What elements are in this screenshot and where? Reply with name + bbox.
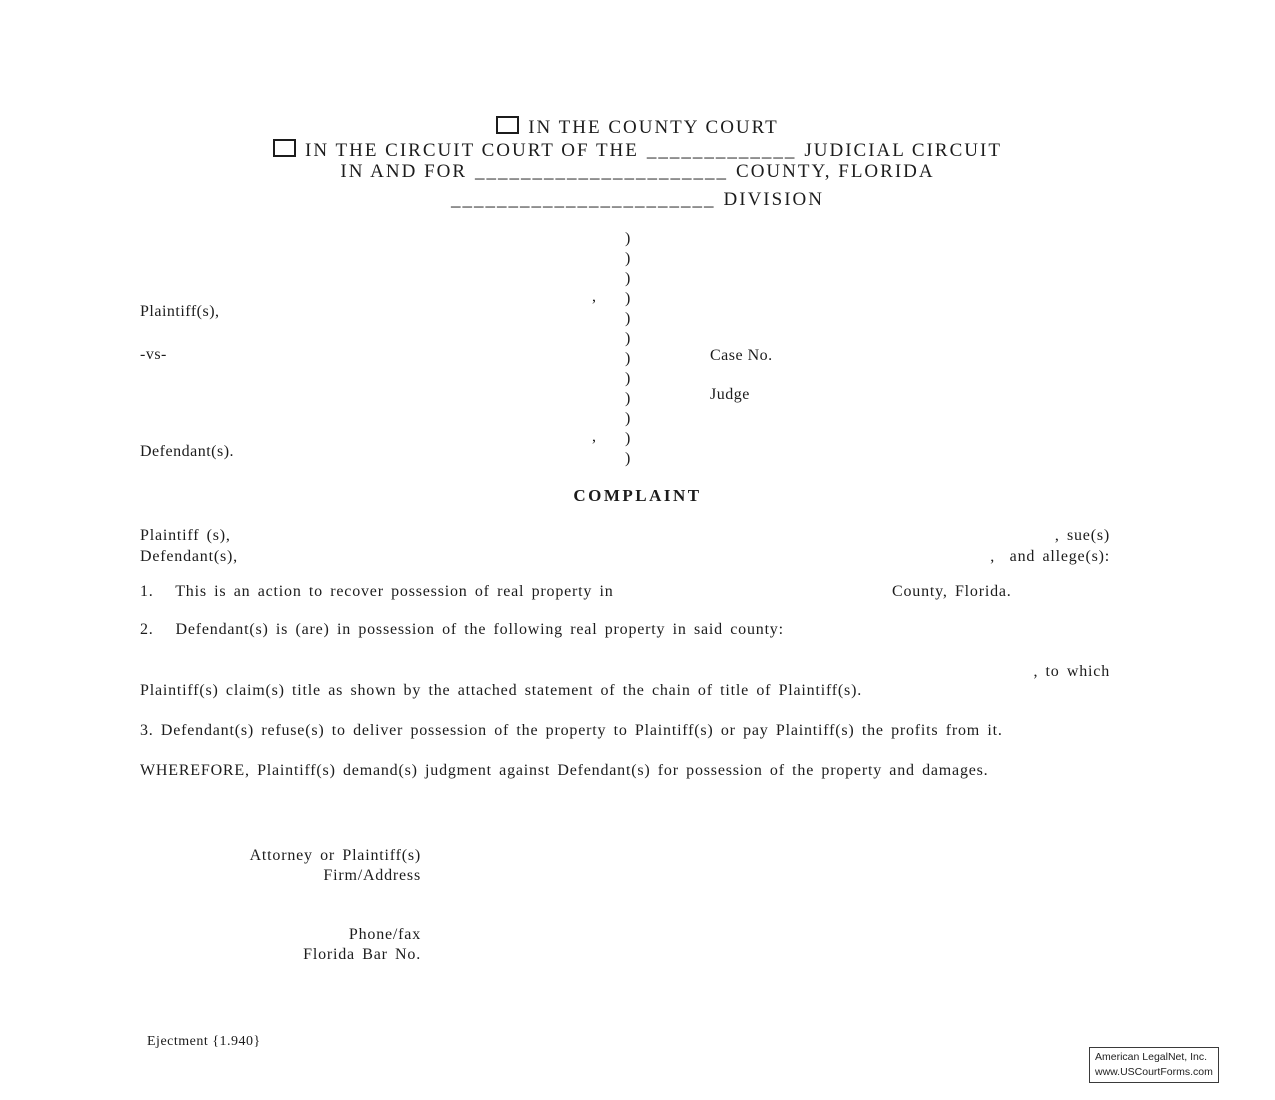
caption-paren: ) [625, 430, 631, 447]
paragraph-1-county-florida: County, Florida. [892, 583, 1012, 600]
circuit-court-checkbox[interactable] [273, 139, 296, 157]
caption-paren: ) [625, 230, 631, 247]
header-county-court-line [0, 116, 1275, 139]
plaintiffs-label: Plaintiff(s), [140, 303, 220, 320]
paragraph-1-text: 1. This is an action to recover possession of real property in [140, 583, 614, 600]
caption-paren: ) [625, 310, 631, 327]
caption-paren: ) [625, 370, 631, 387]
county-court-label: IN THE COUNTY COURT [528, 117, 779, 138]
defendant-name-comma: , [592, 428, 597, 445]
caption-paren: ) [625, 270, 631, 287]
caption-paren: ) [625, 390, 631, 407]
complaint-title: COMPLAINT [573, 486, 702, 505]
legalnet-stamp-line1: American LegalNet, Inc. [1095, 1051, 1208, 1063]
county-name-blank[interactable]: ______________________ [475, 161, 729, 182]
florida-bar-no-label: Florida Bar No. [303, 946, 421, 963]
header-division-line [0, 189, 1275, 211]
header-circuit-court-line [0, 139, 1275, 162]
vs-label: -vs- [140, 346, 167, 363]
division-label: DIVISION [723, 189, 824, 210]
header-county-line [0, 161, 1275, 183]
judicial-circuit-blank[interactable]: _____________ [646, 140, 797, 161]
chain-of-title-text: Plaintiff(s) claim(s) title as shown by the attached statement of the chain of title of Plaintiff(s). [140, 682, 862, 699]
caption-paren: ) [625, 330, 631, 347]
plaintiff-sue-line-right: , sue(s) [1054, 527, 1110, 544]
legalnet-stamp-url: www.USCourtForms.com [1095, 1065, 1213, 1078]
defendant-allege-line-right: , and allege(s): [990, 548, 1110, 565]
county-court-checkbox[interactable] [496, 116, 519, 134]
caption-paren: ) [625, 450, 631, 467]
in-and-for-label: IN AND FOR [340, 161, 468, 182]
form-id-label: Ejectment {1.940} [147, 1034, 261, 1049]
circuit-court-label-pre: IN THE CIRCUIT COURT OF THE [305, 140, 639, 161]
caption-paren: ) [625, 410, 631, 427]
plaintiff-sue-line-left: Plaintiff (s), [140, 527, 231, 544]
judge-label: Judge [710, 386, 750, 403]
caption-paren: ) [625, 250, 631, 267]
case-no-label: Case No. [710, 347, 773, 364]
paragraph-3-text: 3. Defendant(s) refuse(s) to deliver possession of the property to Plaintiff(s) or pay Plaintiff(s) the profits from it. [140, 722, 1003, 739]
phone-fax-label: Phone/fax [348, 926, 421, 943]
attorney-or-plaintiffs-label: Attorney or Plaintiff(s) [249, 847, 421, 864]
caption-paren: ) [625, 350, 631, 367]
to-which-text: , to which [1033, 663, 1110, 680]
firm-address-label: Firm/Address [323, 867, 421, 884]
legalnet-stamp [1089, 1047, 1219, 1083]
caption-paren: ) [625, 290, 631, 307]
county-florida-label: COUNTY, FLORIDA [736, 161, 935, 182]
plaintiff-name-comma: , [592, 288, 597, 305]
circuit-court-label-post: JUDICIAL CIRCUIT [804, 140, 1002, 161]
defendants-label: Defendant(s). [140, 443, 235, 460]
paragraph-2-text: 2. Defendant(s) is (are) in possession of the following real property in said county: [140, 621, 784, 638]
division-blank[interactable]: _______________________ [451, 189, 716, 210]
wherefore-text: WHEREFORE, Plaintiff(s) demand(s) judgment against Defendant(s) for possession of the property and damages. [140, 762, 989, 779]
defendant-allege-line-left: Defendant(s), [140, 548, 238, 565]
